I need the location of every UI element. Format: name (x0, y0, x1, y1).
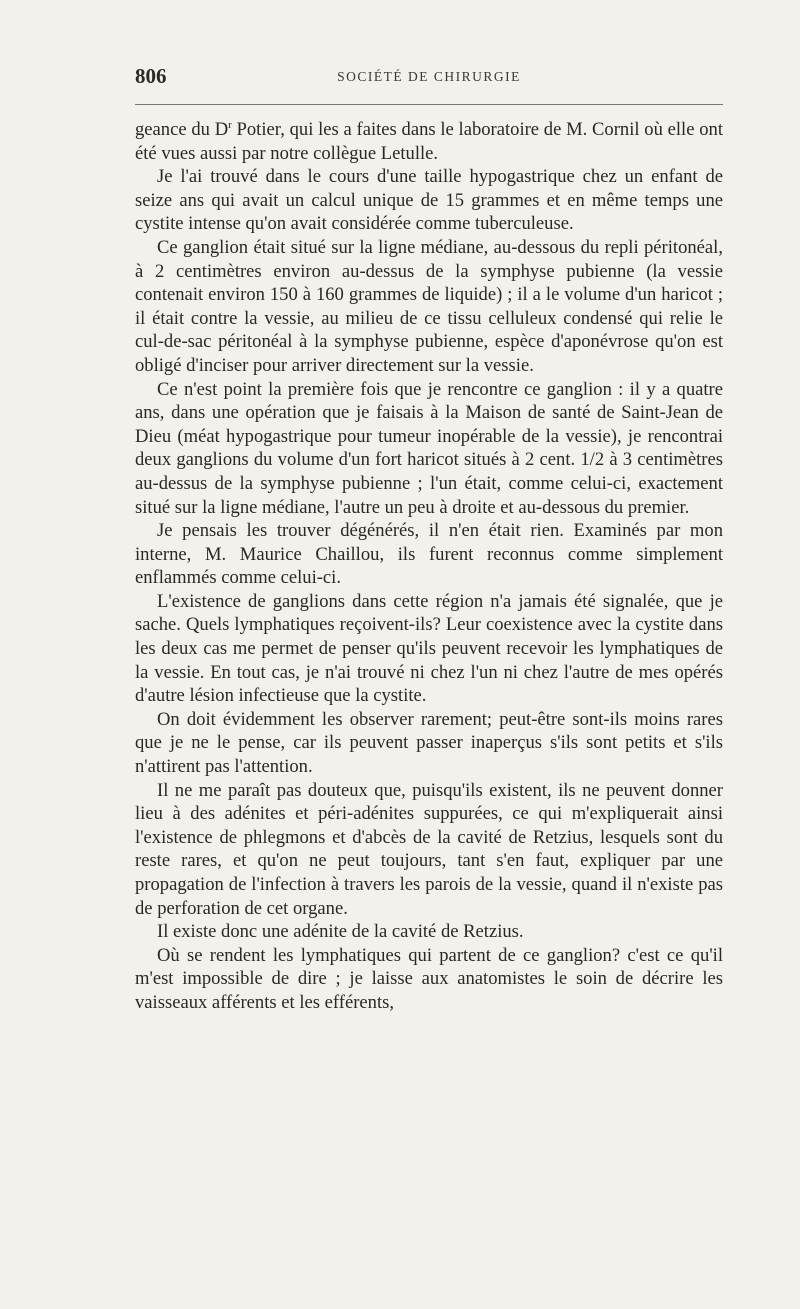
paragraph-3: Ce ganglion était situé sur la ligne médiane, au-dessous du repli péritonéal, à 2 centimètres environ au-dessus de la symphyse pubienne (la vessie contenait environ 150 à 160 grammes de liquide) ; il a le volume d'un haricot ; il était contre la vessie, au milieu de ce tissu celluleux condensé qui relie le cul-de-sac péritonéal à la symphyse pubienne, espèce d'aponévrose qu'on est obligé d'inciser pour arriver directement sur la vessie. (135, 236, 723, 376)
doctor-abbrev-sup: r (228, 118, 232, 131)
paragraph-10: Où se rendent les lymphatiques qui partent de ce ganglion? c'est ce qu'il m'est impossible de dire ; je laisse aux anatomistes le soin de décrire les vaisseaux afférents et les efférents, (135, 944, 723, 1013)
paragraph-5: Je pensais les trouver dégénérés, il n'en était rien. Examinés par mon interne, M. Maurice Chaillou, ils furent reconnus comme simplement enflammés comme celui-ci. (135, 520, 723, 589)
header-rule (135, 104, 723, 105)
paragraph-2: Je l'ai trouvé dans le cours d'une taille hypogastrique chez un enfant de seize ans qui avait un calcul unique de 15 grammes et en même temps une cystite intense qu'on avait considérée comme tuberculeuse. (135, 166, 723, 235)
paragraph-1 (135, 118, 723, 165)
running-title: SOCIÉTÉ DE CHIRURGIE (337, 69, 521, 84)
paragraph-4: Ce n'est point la première fois que je rencontre ce ganglion : il y a quatre ans, dans une opération que je faisais à la Maison de santé de Saint-Jean de Dieu (méat hypogastrique pour tumeur inopérable de la vessie), je rencontrai deux ganglions du volume d'un fort haricot situés à 2 cent. 1/2 à 3 centimètres au-dessus de la symphyse pubienne ; l'un était, comme celui-ci, exactement situé sur la ligne médiane, l'autre un peu à droite et au-dessous du premier. (135, 378, 723, 518)
page-header (135, 62, 723, 92)
paragraph-1-start: geance du D (135, 119, 229, 140)
page-number: 806 (135, 64, 167, 88)
body-text (135, 118, 723, 1015)
paragraph-8: Il ne me paraît pas douteux que, puisqu'ils existent, ils ne peuvent donner lieu à des adénites et péri-adénites suppurées, ce qui m'expliquerait ainsi l'existence de phlegmons et d'abcès de la cavité de Retzius, lesquels sont du reste rares, et qu'on ne peut toujours, tant s'en faut, expliquer par une propagation de l'infection à travers les parois de la vessie, quand il n'existe pas de perforation de cet organe. (135, 779, 723, 919)
paragraph-6: L'existence de ganglions dans cette région n'a jamais été signalée, que je sache. Quels lymphatiques reçoivent-ils? Leur coexistence avec la cystite dans les deux cas me permet de penser qu'ils peuvent recevoir les lymphatiques de la vessie. En tout cas, je n'ai trouvé ni chez l'un ni chez l'autre de mes opérés d'autre lésion infectieuse que la cystite. (135, 590, 723, 707)
paragraph-7: On doit évidemment les observer rarement; peut-être sont-ils moins rares que je ne le pense, car ils peuvent passer inaperçus s'ils sont petits et s'ils n'attirent pas l'attention. (135, 708, 723, 778)
paragraph-1-rest: Potier, qui les a faites dans le laboratoire de M. Cornil où elle ont été vues aussi par notre collègue Letulle. (135, 119, 723, 164)
paragraph-9: Il existe donc une adénite de la cavité de Retzius. (157, 921, 524, 943)
